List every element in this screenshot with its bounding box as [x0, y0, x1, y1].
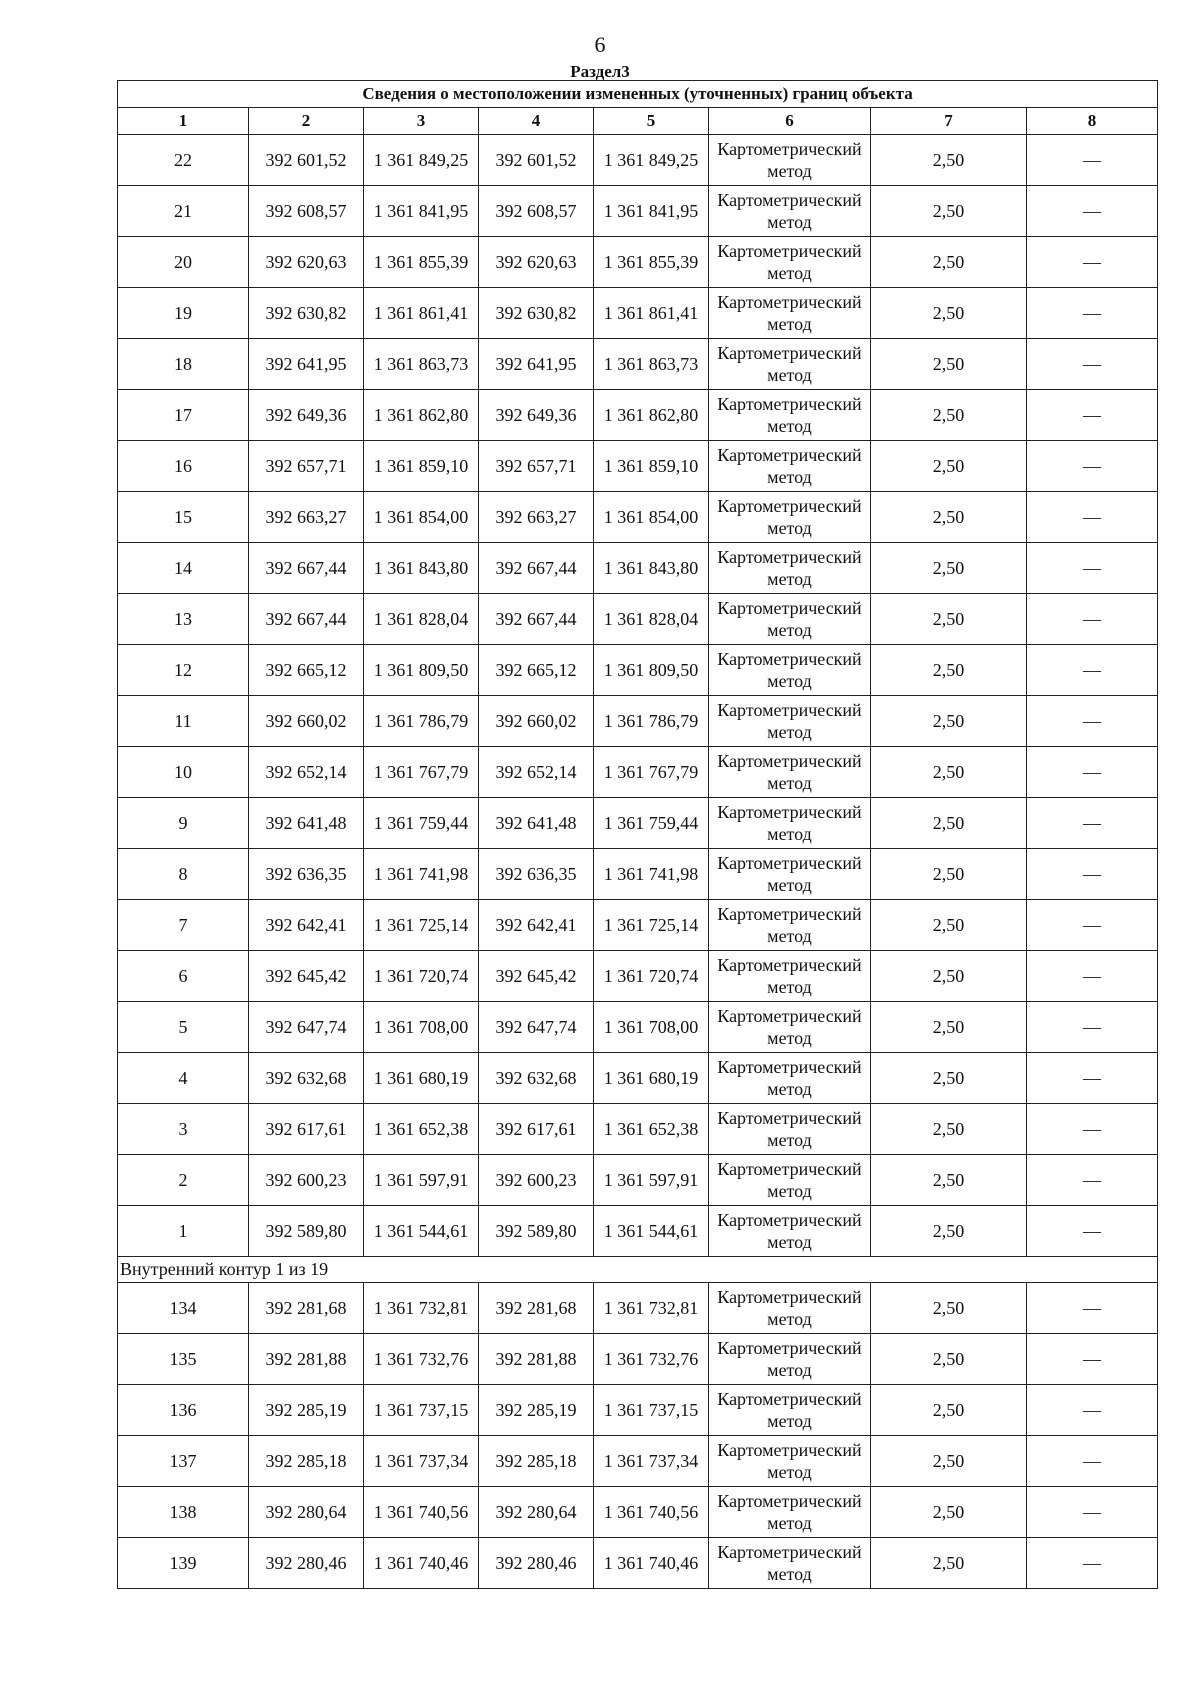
column-header: 1 — [118, 108, 249, 135]
x-old-cell: 392 667,44 — [249, 543, 364, 594]
accuracy-cell: 2,50 — [871, 1334, 1027, 1385]
x-old-cell: 392 285,19 — [249, 1385, 364, 1436]
method-cell: Картометрический метод — [709, 1334, 871, 1385]
method-cell: Картометрический метод — [709, 1283, 871, 1334]
table-row — [118, 339, 1158, 390]
x-new-cell: 392 667,44 — [479, 594, 594, 645]
x-old-cell: 392 281,88 — [249, 1334, 364, 1385]
point-number-cell: 136 — [118, 1385, 249, 1436]
x-new-cell: 392 601,52 — [479, 135, 594, 186]
accuracy-cell: 2,50 — [871, 1283, 1027, 1334]
y-old-cell: 1 361 855,39 — [364, 237, 479, 288]
y-old-cell: 1 361 843,80 — [364, 543, 479, 594]
description-cell: — — [1027, 1104, 1158, 1155]
y-new-cell: 1 361 854,00 — [594, 492, 709, 543]
y-old-cell: 1 361 859,10 — [364, 441, 479, 492]
x-new-cell: 392 649,36 — [479, 390, 594, 441]
y-old-cell: 1 361 737,15 — [364, 1385, 479, 1436]
x-new-cell: 392 652,14 — [479, 747, 594, 798]
method-cell: Картометрический метод — [709, 1002, 871, 1053]
method-cell: Картометрический метод — [709, 951, 871, 1002]
x-old-cell: 392 649,36 — [249, 390, 364, 441]
table-row — [118, 1002, 1158, 1053]
table-row — [118, 441, 1158, 492]
description-cell: — — [1027, 1436, 1158, 1487]
table-row — [118, 1385, 1158, 1436]
table-row — [118, 237, 1158, 288]
point-number-cell: 2 — [118, 1155, 249, 1206]
x-old-cell: 392 600,23 — [249, 1155, 364, 1206]
y-new-cell: 1 361 767,79 — [594, 747, 709, 798]
method-cell: Картометрический метод — [709, 900, 871, 951]
x-old-cell: 392 641,48 — [249, 798, 364, 849]
accuracy-cell: 2,50 — [871, 747, 1027, 798]
x-new-cell: 392 630,82 — [479, 288, 594, 339]
description-cell: — — [1027, 390, 1158, 441]
x-new-cell: 392 636,35 — [479, 849, 594, 900]
description-cell: — — [1027, 1155, 1158, 1206]
point-number-cell: 3 — [118, 1104, 249, 1155]
x-old-cell: 392 285,18 — [249, 1436, 364, 1487]
description-cell: — — [1027, 339, 1158, 390]
table-row — [118, 1334, 1158, 1385]
y-new-cell: 1 361 544,61 — [594, 1206, 709, 1257]
table-row — [118, 1436, 1158, 1487]
x-new-cell: 392 281,68 — [479, 1283, 594, 1334]
table-row — [118, 951, 1158, 1002]
y-old-cell: 1 361 720,74 — [364, 951, 479, 1002]
y-new-cell: 1 361 863,73 — [594, 339, 709, 390]
y-new-cell: 1 361 828,04 — [594, 594, 709, 645]
method-cell: Картометрический метод — [709, 492, 871, 543]
x-old-cell: 392 280,46 — [249, 1538, 364, 1589]
y-new-cell: 1 361 759,44 — [594, 798, 709, 849]
method-cell: Картометрический метод — [709, 390, 871, 441]
x-old-cell: 392 601,52 — [249, 135, 364, 186]
description-cell: — — [1027, 798, 1158, 849]
x-old-cell: 392 665,12 — [249, 645, 364, 696]
table-row — [118, 900, 1158, 951]
accuracy-cell: 2,50 — [871, 798, 1027, 849]
x-old-cell: 392 281,68 — [249, 1283, 364, 1334]
y-old-cell: 1 361 652,38 — [364, 1104, 479, 1155]
table-row — [118, 492, 1158, 543]
y-old-cell: 1 361 544,61 — [364, 1206, 479, 1257]
description-cell: — — [1027, 1002, 1158, 1053]
method-cell: Картометрический метод — [709, 849, 871, 900]
table-row — [118, 849, 1158, 900]
y-new-cell: 1 361 720,74 — [594, 951, 709, 1002]
method-cell: Картометрический метод — [709, 1487, 871, 1538]
column-header: 8 — [1027, 108, 1158, 135]
table-row — [118, 1538, 1158, 1589]
accuracy-cell: 2,50 — [871, 951, 1027, 1002]
x-new-cell: 392 647,74 — [479, 1002, 594, 1053]
method-cell: Картометрический метод — [709, 594, 871, 645]
point-number-cell: 19 — [118, 288, 249, 339]
method-cell: Картометрический метод — [709, 135, 871, 186]
x-new-cell: 392 620,63 — [479, 237, 594, 288]
x-old-cell: 392 660,02 — [249, 696, 364, 747]
accuracy-cell: 2,50 — [871, 339, 1027, 390]
y-new-cell: 1 361 740,46 — [594, 1538, 709, 1589]
y-new-cell: 1 361 732,81 — [594, 1283, 709, 1334]
y-old-cell: 1 361 732,76 — [364, 1334, 479, 1385]
accuracy-cell: 2,50 — [871, 1155, 1027, 1206]
description-cell: — — [1027, 543, 1158, 594]
x-new-cell: 392 660,02 — [479, 696, 594, 747]
y-new-cell: 1 361 708,00 — [594, 1002, 709, 1053]
y-old-cell: 1 361 767,79 — [364, 747, 479, 798]
y-new-cell: 1 361 809,50 — [594, 645, 709, 696]
y-new-cell: 1 361 849,25 — [594, 135, 709, 186]
point-number-cell: 18 — [118, 339, 249, 390]
accuracy-cell: 2,50 — [871, 186, 1027, 237]
x-new-cell: 392 608,57 — [479, 186, 594, 237]
coordinates-table — [117, 80, 1158, 1589]
accuracy-cell: 2,50 — [871, 1487, 1027, 1538]
y-new-cell: 1 361 741,98 — [594, 849, 709, 900]
description-cell: — — [1027, 1487, 1158, 1538]
method-cell: Картометрический метод — [709, 696, 871, 747]
x-old-cell: 392 647,74 — [249, 1002, 364, 1053]
x-new-cell: 392 280,64 — [479, 1487, 594, 1538]
y-old-cell: 1 361 841,95 — [364, 186, 479, 237]
point-number-cell: 10 — [118, 747, 249, 798]
description-cell: — — [1027, 1283, 1158, 1334]
point-number-cell: 7 — [118, 900, 249, 951]
x-new-cell: 392 285,18 — [479, 1436, 594, 1487]
description-cell: — — [1027, 492, 1158, 543]
method-cell: Картометрический метод — [709, 798, 871, 849]
y-new-cell: 1 361 680,19 — [594, 1053, 709, 1104]
accuracy-cell: 2,50 — [871, 1002, 1027, 1053]
x-new-cell: 392 642,41 — [479, 900, 594, 951]
accuracy-cell: 2,50 — [871, 594, 1027, 645]
column-header: 7 — [871, 108, 1027, 135]
description-cell: — — [1027, 849, 1158, 900]
description-cell: — — [1027, 135, 1158, 186]
y-old-cell: 1 361 849,25 — [364, 135, 479, 186]
accuracy-cell: 2,50 — [871, 1053, 1027, 1104]
table-row — [118, 645, 1158, 696]
point-number-cell: 1 — [118, 1206, 249, 1257]
x-new-cell: 392 665,12 — [479, 645, 594, 696]
x-old-cell: 392 630,82 — [249, 288, 364, 339]
description-cell: — — [1027, 900, 1158, 951]
x-new-cell: 392 663,27 — [479, 492, 594, 543]
table-row — [118, 390, 1158, 441]
accuracy-cell: 2,50 — [871, 135, 1027, 186]
y-old-cell: 1 361 740,56 — [364, 1487, 479, 1538]
table-row — [118, 594, 1158, 645]
method-cell: Картометрический метод — [709, 288, 871, 339]
column-header-row — [118, 108, 1158, 135]
accuracy-cell: 2,50 — [871, 696, 1027, 747]
y-new-cell: 1 361 859,10 — [594, 441, 709, 492]
x-old-cell: 392 657,71 — [249, 441, 364, 492]
method-cell: Картометрический метод — [709, 645, 871, 696]
description-cell: — — [1027, 288, 1158, 339]
x-new-cell: 392 645,42 — [479, 951, 594, 1002]
method-cell: Картометрический метод — [709, 747, 871, 798]
method-cell: Картометрический метод — [709, 237, 871, 288]
point-number-cell: 135 — [118, 1334, 249, 1385]
x-old-cell: 392 632,68 — [249, 1053, 364, 1104]
accuracy-cell: 2,50 — [871, 441, 1027, 492]
y-old-cell: 1 361 737,34 — [364, 1436, 479, 1487]
point-number-cell: 13 — [118, 594, 249, 645]
table-row — [118, 135, 1158, 186]
description-cell: — — [1027, 441, 1158, 492]
table-caption: Сведения о местоположении измененных (уточненных) границ объекта — [118, 81, 1158, 108]
column-header: 6 — [709, 108, 871, 135]
y-new-cell: 1 361 862,80 — [594, 390, 709, 441]
accuracy-cell: 2,50 — [871, 390, 1027, 441]
point-number-cell: 8 — [118, 849, 249, 900]
x-old-cell: 392 617,61 — [249, 1104, 364, 1155]
y-old-cell: 1 361 741,98 — [364, 849, 479, 900]
accuracy-cell: 2,50 — [871, 1206, 1027, 1257]
method-cell: Картометрический метод — [709, 1053, 871, 1104]
accuracy-cell: 2,50 — [871, 645, 1027, 696]
table-row — [118, 696, 1158, 747]
y-old-cell: 1 361 861,41 — [364, 288, 479, 339]
table-body — [118, 135, 1158, 1589]
y-new-cell: 1 361 843,80 — [594, 543, 709, 594]
accuracy-cell: 2,50 — [871, 237, 1027, 288]
y-new-cell: 1 361 725,14 — [594, 900, 709, 951]
x-new-cell: 392 280,46 — [479, 1538, 594, 1589]
table-row — [118, 1053, 1158, 1104]
y-old-cell: 1 361 708,00 — [364, 1002, 479, 1053]
method-cell: Картометрический метод — [709, 1385, 871, 1436]
point-number-cell: 22 — [118, 135, 249, 186]
description-cell: — — [1027, 1206, 1158, 1257]
contour-row — [118, 1257, 1158, 1283]
point-number-cell: 20 — [118, 237, 249, 288]
accuracy-cell: 2,50 — [871, 1385, 1027, 1436]
x-new-cell: 392 285,19 — [479, 1385, 594, 1436]
x-new-cell: 392 641,95 — [479, 339, 594, 390]
point-number-cell: 6 — [118, 951, 249, 1002]
table-row — [118, 1104, 1158, 1155]
point-number-cell: 9 — [118, 798, 249, 849]
table-row — [118, 798, 1158, 849]
y-new-cell: 1 361 737,15 — [594, 1385, 709, 1436]
method-cell: Картометрический метод — [709, 441, 871, 492]
accuracy-cell: 2,50 — [871, 288, 1027, 339]
method-cell: Картометрический метод — [709, 1538, 871, 1589]
point-number-cell: 137 — [118, 1436, 249, 1487]
x-old-cell: 392 589,80 — [249, 1206, 364, 1257]
y-new-cell: 1 361 786,79 — [594, 696, 709, 747]
column-header: 3 — [364, 108, 479, 135]
point-number-cell: 17 — [118, 390, 249, 441]
section-title: Раздел3 — [570, 62, 630, 81]
y-old-cell: 1 361 786,79 — [364, 696, 479, 747]
x-old-cell: 392 667,44 — [249, 594, 364, 645]
column-header: 4 — [479, 108, 594, 135]
table-row — [118, 543, 1158, 594]
method-cell: Картометрический метод — [709, 1104, 871, 1155]
accuracy-cell: 2,50 — [871, 543, 1027, 594]
y-new-cell: 1 361 740,56 — [594, 1487, 709, 1538]
description-cell: — — [1027, 1538, 1158, 1589]
method-cell: Картометрический метод — [709, 1436, 871, 1487]
y-new-cell: 1 361 841,95 — [594, 186, 709, 237]
y-old-cell: 1 361 597,91 — [364, 1155, 479, 1206]
accuracy-cell: 2,50 — [871, 849, 1027, 900]
method-cell: Картометрический метод — [709, 543, 871, 594]
description-cell: — — [1027, 645, 1158, 696]
x-old-cell: 392 645,42 — [249, 951, 364, 1002]
description-cell: — — [1027, 696, 1158, 747]
point-number-cell: 138 — [118, 1487, 249, 1538]
column-header: 2 — [249, 108, 364, 135]
table-row — [118, 288, 1158, 339]
y-old-cell: 1 361 863,73 — [364, 339, 479, 390]
x-new-cell: 392 589,80 — [479, 1206, 594, 1257]
y-old-cell: 1 361 759,44 — [364, 798, 479, 849]
accuracy-cell: 2,50 — [871, 1538, 1027, 1589]
x-old-cell: 392 608,57 — [249, 186, 364, 237]
point-number-cell: 21 — [118, 186, 249, 237]
accuracy-cell: 2,50 — [871, 1436, 1027, 1487]
y-new-cell: 1 361 732,76 — [594, 1334, 709, 1385]
x-old-cell: 392 620,63 — [249, 237, 364, 288]
accuracy-cell: 2,50 — [871, 1104, 1027, 1155]
column-header: 5 — [594, 108, 709, 135]
x-old-cell: 392 636,35 — [249, 849, 364, 900]
description-cell: — — [1027, 951, 1158, 1002]
description-cell: — — [1027, 186, 1158, 237]
y-old-cell: 1 361 680,19 — [364, 1053, 479, 1104]
x-new-cell: 392 641,48 — [479, 798, 594, 849]
point-number-cell: 11 — [118, 696, 249, 747]
x-old-cell: 392 642,41 — [249, 900, 364, 951]
method-cell: Картометрический метод — [709, 339, 871, 390]
description-cell: — — [1027, 594, 1158, 645]
y-new-cell: 1 361 861,41 — [594, 288, 709, 339]
x-new-cell: 392 600,23 — [479, 1155, 594, 1206]
method-cell: Картометрический метод — [709, 186, 871, 237]
table-row — [118, 747, 1158, 798]
x-new-cell: 392 667,44 — [479, 543, 594, 594]
y-old-cell: 1 361 740,46 — [364, 1538, 479, 1589]
accuracy-cell: 2,50 — [871, 900, 1027, 951]
point-number-cell: 12 — [118, 645, 249, 696]
y-old-cell: 1 361 828,04 — [364, 594, 479, 645]
method-cell: Картометрический метод — [709, 1206, 871, 1257]
point-number-cell: 134 — [118, 1283, 249, 1334]
x-new-cell: 392 281,88 — [479, 1334, 594, 1385]
accuracy-cell: 2,50 — [871, 492, 1027, 543]
x-old-cell: 392 280,64 — [249, 1487, 364, 1538]
page-number: 6 — [594, 32, 606, 57]
y-new-cell: 1 361 597,91 — [594, 1155, 709, 1206]
x-new-cell: 392 617,61 — [479, 1104, 594, 1155]
y-old-cell: 1 361 862,80 — [364, 390, 479, 441]
table-row — [118, 1155, 1158, 1206]
table-row — [118, 1487, 1158, 1538]
point-number-cell: 5 — [118, 1002, 249, 1053]
y-old-cell: 1 361 854,00 — [364, 492, 479, 543]
description-cell: — — [1027, 1334, 1158, 1385]
point-number-cell: 4 — [118, 1053, 249, 1104]
description-cell: — — [1027, 1385, 1158, 1436]
x-old-cell: 392 663,27 — [249, 492, 364, 543]
y-old-cell: 1 361 809,50 — [364, 645, 479, 696]
contour-label: Внутренний контур 1 из 19 — [118, 1257, 1158, 1283]
y-old-cell: 1 361 732,81 — [364, 1283, 479, 1334]
y-new-cell: 1 361 652,38 — [594, 1104, 709, 1155]
description-cell: — — [1027, 747, 1158, 798]
y-new-cell: 1 361 855,39 — [594, 237, 709, 288]
table-row — [118, 186, 1158, 237]
method-cell: Картометрический метод — [709, 1155, 871, 1206]
point-number-cell: 15 — [118, 492, 249, 543]
point-number-cell: 14 — [118, 543, 249, 594]
description-cell: — — [1027, 237, 1158, 288]
x-old-cell: 392 641,95 — [249, 339, 364, 390]
description-cell: — — [1027, 1053, 1158, 1104]
table-row — [118, 1206, 1158, 1257]
point-number-cell: 16 — [118, 441, 249, 492]
table-row — [118, 1283, 1158, 1334]
y-old-cell: 1 361 725,14 — [364, 900, 479, 951]
y-new-cell: 1 361 737,34 — [594, 1436, 709, 1487]
point-number-cell: 139 — [118, 1538, 249, 1589]
x-new-cell: 392 632,68 — [479, 1053, 594, 1104]
x-new-cell: 392 657,71 — [479, 441, 594, 492]
x-old-cell: 392 652,14 — [249, 747, 364, 798]
